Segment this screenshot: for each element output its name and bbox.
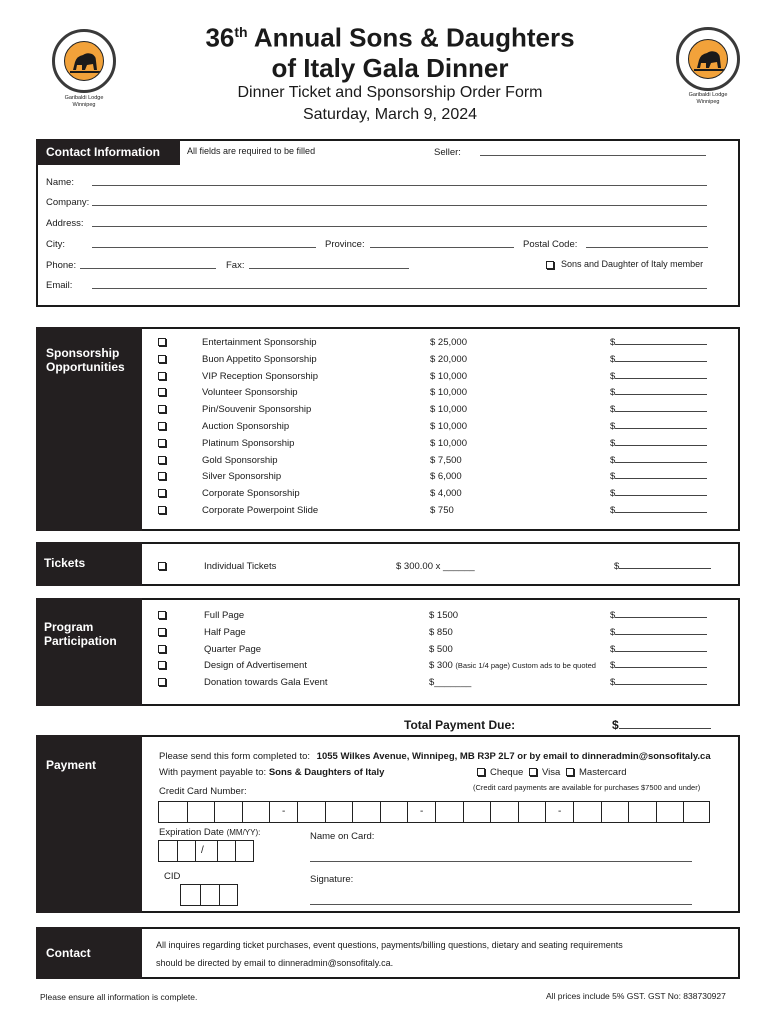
sponsorship-item-label: Entertainment Sponsorship (202, 337, 317, 348)
company-field[interactable] (92, 205, 707, 206)
name-field[interactable] (92, 185, 707, 186)
page-title-line2: of Italy Gala Dinner (271, 53, 509, 83)
sponsorship-item-price: $ 25,000 (430, 337, 467, 348)
cheque-checkbox[interactable] (477, 768, 485, 776)
logo-caption-right: Garibaldi Lodge Winnipeg (688, 92, 728, 105)
program-item-amount[interactable]: $ (610, 677, 707, 688)
sponsorship-checkbox[interactable] (158, 472, 166, 480)
lodge-logo-right (676, 27, 740, 91)
sponsorship-item-amount[interactable]: $ (610, 421, 707, 432)
sponsorship-item-amount[interactable]: $ (610, 371, 707, 382)
sponsorship-item-label: Auction Sponsorship (202, 421, 290, 432)
seller-label: Seller: (434, 147, 461, 158)
city-label: City: (46, 239, 65, 250)
province-label: Province: (325, 239, 365, 250)
sponsorship-item-price: $ 10,000 (430, 404, 467, 415)
program-checkbox[interactable] (158, 678, 166, 686)
program-item-price: $ 500 (429, 644, 453, 655)
company-label: Company: (46, 197, 90, 208)
visa-label: Visa (542, 767, 561, 778)
signature-field[interactable] (310, 904, 692, 905)
sponsorship-item-amount[interactable]: $ (610, 337, 707, 348)
send-text: Please send this form completed to: 1055 Wilkes Avenue, Winnipeg, MB R3P 2L7 or by email to dinneradmin@sonsofitaly.ca (159, 751, 711, 762)
contact-note: All fields are required to be filled (187, 146, 316, 156)
total-amount[interactable]: $ (612, 718, 711, 732)
sponsorship-checkbox[interactable] (158, 439, 166, 447)
sponsorship-checkbox[interactable] (158, 422, 166, 430)
phone-label: Phone: (46, 260, 77, 271)
lion-icon (65, 42, 104, 81)
logo-caption-left: Garibaldi Lodge Winnipeg (64, 95, 104, 108)
sponsorship-item-amount[interactable]: $ (610, 354, 707, 365)
sponsorship-item-label: Pin/Souvenir Sponsorship (202, 404, 312, 415)
program-item-price: $ 1500 (429, 610, 459, 621)
sponsorship-item-amount[interactable]: $ (610, 488, 707, 499)
page-title: 36th Annual Sons & Daughters (205, 22, 575, 53)
address-label: Address: (46, 218, 84, 229)
cc-note: (Credit card payments are available for purchases $7500 and under) (473, 783, 701, 792)
page-subtitle: Dinner Ticket and Sponsorship Order Form (237, 84, 543, 101)
sponsorship-item-label: Corporate Sponsorship (202, 488, 300, 499)
event-date: Saturday, March 9, 2024 (302, 106, 478, 123)
tickets-label: Individual Tickets (204, 561, 277, 572)
payment-heading: Payment (36, 735, 142, 913)
tickets-checkbox[interactable] (158, 562, 166, 570)
program-item-label: Quarter Page (204, 644, 262, 655)
program-item-price: $_______ (429, 677, 472, 688)
name-on-card-field[interactable] (310, 861, 692, 862)
program-checkbox[interactable] (158, 628, 166, 636)
fax-label: Fax: (226, 260, 245, 271)
sponsorship-item-amount[interactable]: $ (610, 505, 707, 516)
tickets-price: $ 300.00 x ______ (396, 561, 475, 572)
cid-input[interactable] (180, 884, 238, 906)
sponsorship-item-amount[interactable]: $ (610, 387, 707, 398)
cc-separator: - (282, 806, 286, 817)
sponsorship-checkbox[interactable] (158, 355, 166, 363)
phone-field[interactable] (80, 268, 216, 269)
sponsorship-item-amount[interactable]: $ (610, 455, 707, 466)
cc-separator: - (420, 806, 424, 817)
sponsorship-item-amount[interactable]: $ (610, 404, 707, 415)
seller-field[interactable] (480, 155, 706, 156)
program-item-label: Half Page (204, 627, 246, 638)
sponsorship-checkbox[interactable] (158, 456, 166, 464)
sponsorship-item-amount[interactable]: $ (610, 471, 707, 482)
sponsorship-item-price: $ 7,500 (430, 455, 462, 466)
postal-label: Postal Code: (523, 239, 578, 250)
lodge-logo-left (52, 29, 116, 93)
sponsorship-item-label: Silver Sponsorship (202, 471, 282, 482)
sponsorship-item-price: $ 10,000 (430, 438, 467, 449)
sponsorship-checkbox[interactable] (158, 372, 166, 380)
sponsorship-item-price: $ 20,000 (430, 354, 467, 365)
program-checkbox[interactable] (158, 661, 166, 669)
sponsorship-checkbox[interactable] (158, 506, 166, 514)
expiry-label: Expiration Date (MM/YY): (159, 827, 261, 838)
city-field[interactable] (92, 247, 316, 248)
program-item-label: Full Page (204, 610, 245, 621)
footer-left: Please ensure all information is complete. (40, 992, 198, 1002)
sponsorship-checkbox[interactable] (158, 405, 166, 413)
sponsorship-item-price: $ 10,000 (430, 371, 467, 382)
contact-footer-line1: All inquires regarding ticket purchases, event questions, payments/billing questions, dietary and seating requirements (156, 940, 623, 950)
cheque-label: Cheque (490, 767, 524, 778)
payable-text: With payment payable to: Sons & Daughters of Italy (159, 767, 385, 778)
sponsorship-item-amount[interactable]: $ (610, 438, 707, 449)
sponsorship-item-label: VIP Reception Sponsorship (202, 371, 319, 382)
member-label: Sons and Daughter of Italy member (561, 259, 704, 269)
program-checkbox[interactable] (158, 645, 166, 653)
footer-right: All prices include 5% GST. GST No: 838730927 (546, 991, 726, 1001)
signature-label: Signature: (310, 874, 354, 885)
tickets-amount[interactable]: $ (614, 561, 711, 572)
program-item-price: $ 300 (Basic 1/4 page) Custom ads to be quoted (429, 660, 596, 671)
mastercard-checkbox[interactable] (566, 768, 574, 776)
sponsorship-item-label: Gold Sponsorship (202, 455, 278, 466)
sponsorship-item-label: Corporate Powerpoint Slide (202, 505, 319, 516)
sponsorship-checkbox[interactable] (158, 338, 166, 346)
cc-number-input[interactable] (158, 801, 710, 823)
contact-footer-line2: should be directed by email to dinneradmin@sonsofitaly.ca. (156, 958, 394, 968)
member-checkbox[interactable] (546, 261, 554, 269)
email-field[interactable] (92, 288, 707, 289)
visa-checkbox[interactable] (529, 768, 537, 776)
email-label: Email: (46, 280, 73, 291)
program-item-label: Donation towards Gala Event (204, 677, 328, 688)
postal-field[interactable] (586, 247, 708, 248)
lion-icon (689, 40, 728, 79)
program-item-amount[interactable]: $ (610, 660, 707, 671)
mastercard-label: Mastercard (579, 767, 627, 778)
sponsorship-item-price: $ 10,000 (430, 387, 467, 398)
program-item-amount[interactable]: $ (610, 610, 707, 621)
expiry-input[interactable]: / (158, 840, 254, 862)
program-item-amount[interactable]: $ (610, 627, 707, 638)
name-on-card-label: Name on Card: (310, 831, 375, 842)
sponsorship-checkbox[interactable] (158, 388, 166, 396)
sponsorship-item-price: $ 750 (430, 505, 454, 516)
name-label: Name: (46, 177, 74, 188)
cc-separator: - (558, 806, 562, 817)
program-item-label: Design of Advertisement (204, 660, 307, 671)
contact-heading: Contact Information (36, 139, 180, 165)
program-checkbox[interactable] (158, 611, 166, 619)
contact-footer-heading: Contact (36, 927, 142, 979)
tickets-heading: Tickets (36, 542, 142, 586)
fax-field[interactable] (249, 268, 409, 269)
sponsorship-item-price: $ 4,000 (430, 488, 462, 499)
program-item-price: $ 850 (429, 627, 453, 638)
address-field[interactable] (92, 226, 707, 227)
province-field[interactable] (370, 247, 514, 248)
cc-label: Credit Card Number: (159, 786, 247, 797)
program-item-amount[interactable]: $ (610, 644, 707, 655)
sponsorship-item-label: Volunteer Sponsorship (202, 387, 298, 398)
sponsorship-item-label: Platinum Sponsorship (202, 438, 295, 449)
sponsorship-item-label: Buon Appetito Sponsorship (202, 354, 317, 365)
cid-label: CID (164, 871, 181, 882)
sponsorship-checkbox[interactable] (158, 489, 166, 497)
sponsorship-item-price: $ 10,000 (430, 421, 467, 432)
sponsorship-heading: Sponsorship Opportunities (36, 327, 142, 531)
sponsorship-item-price: $ 6,000 (430, 471, 462, 482)
total-label: Total Payment Due: (404, 718, 516, 732)
program-heading: Program Participation (36, 598, 142, 706)
